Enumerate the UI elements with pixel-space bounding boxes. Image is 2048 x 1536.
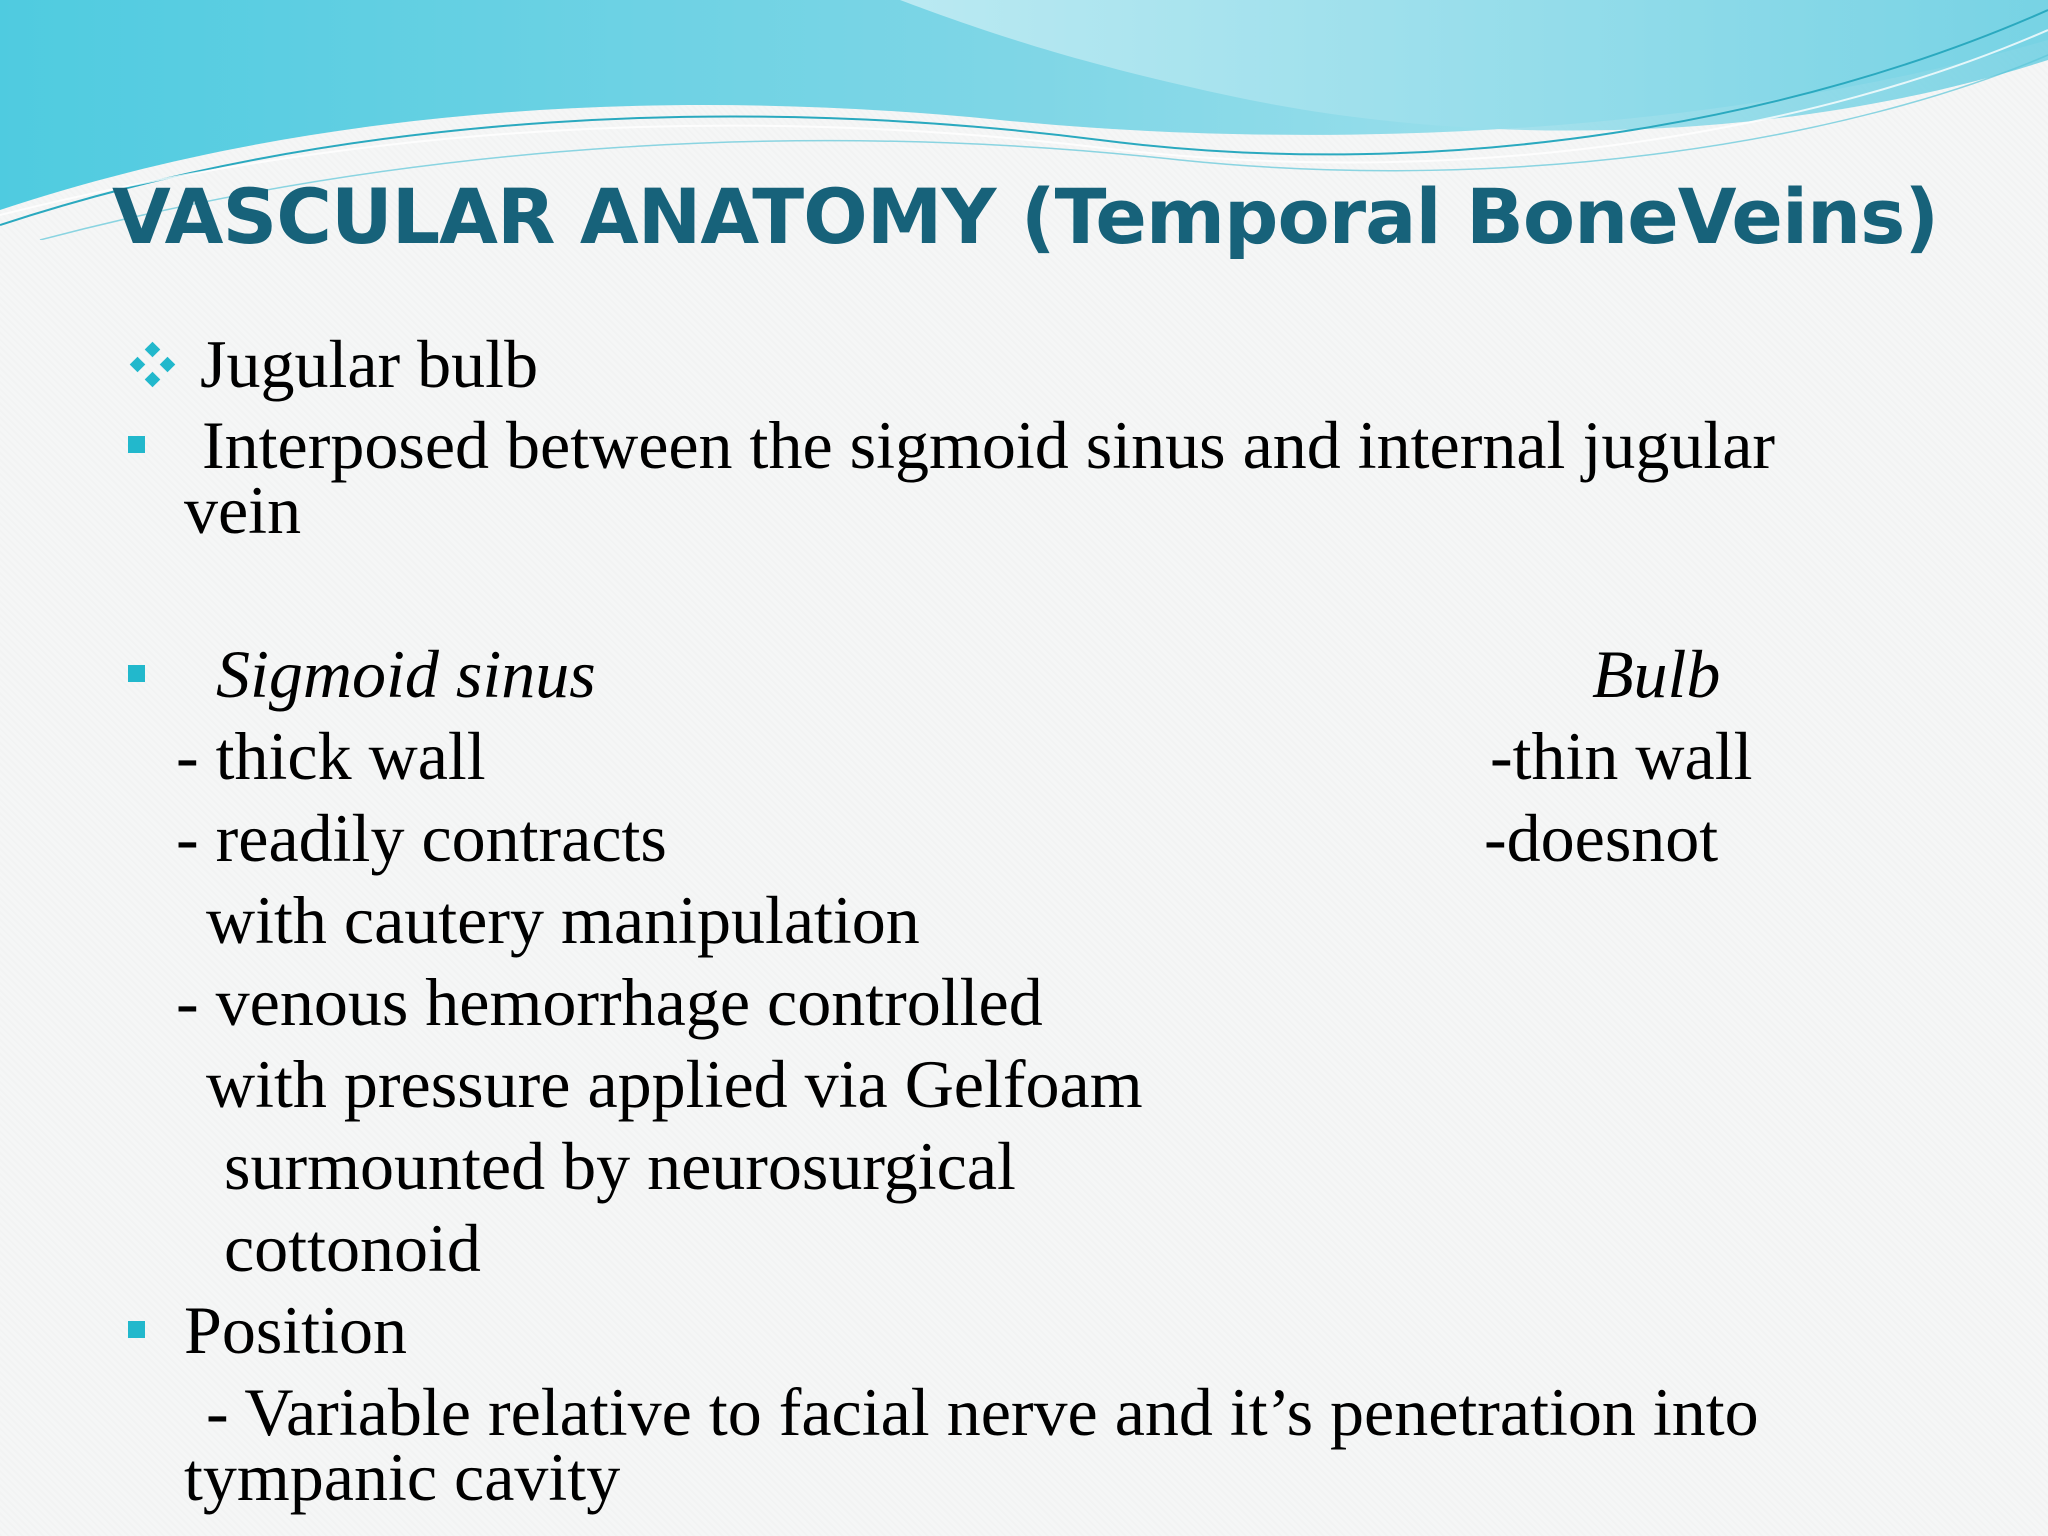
- heading-jugular-bulb: Jugular bulb: [200, 326, 539, 402]
- position-line-1: - Variable relative to facial nerve and it’s penetration into: [206, 1374, 1759, 1450]
- sigmoid-row-2: - readily contracts: [176, 800, 667, 876]
- sigmoid-row-7: cottonoid: [224, 1210, 481, 1286]
- sigmoid-row-1: - thick wall: [176, 718, 486, 794]
- bulb-header: Bulb: [1592, 636, 1721, 712]
- square-bullet-icon: [128, 665, 145, 682]
- sigmoid-row-4: - venous hemorrhage controlled: [176, 964, 1043, 1040]
- slide-title: VASCULAR ANATOMY (Temporal BoneVeins): [112, 172, 1939, 261]
- interposed-line-1: Interposed between the sigmoid sinus and internal jugular: [202, 407, 1776, 483]
- diamond-bullet-icon: [128, 340, 176, 388]
- interposed-line-2: vein: [184, 472, 302, 548]
- sigmoid-row-5: with pressure applied via Gelfoam: [206, 1046, 1143, 1122]
- sigmoid-sinus-header: Sigmoid sinus: [216, 636, 596, 712]
- sigmoid-row-6: surmounted by neurosurgical: [224, 1128, 1016, 1204]
- bulb-row-1: -thin wall: [1490, 718, 1753, 794]
- position-label: Position: [184, 1292, 407, 1368]
- square-bullet-icon: [128, 436, 145, 453]
- sigmoid-row-3: with cautery manipulation: [206, 882, 920, 958]
- position-line-2: tympanic cavity: [184, 1439, 621, 1515]
- bulb-row-2: -doesnot: [1484, 800, 1719, 876]
- square-bullet-icon: [128, 1321, 145, 1338]
